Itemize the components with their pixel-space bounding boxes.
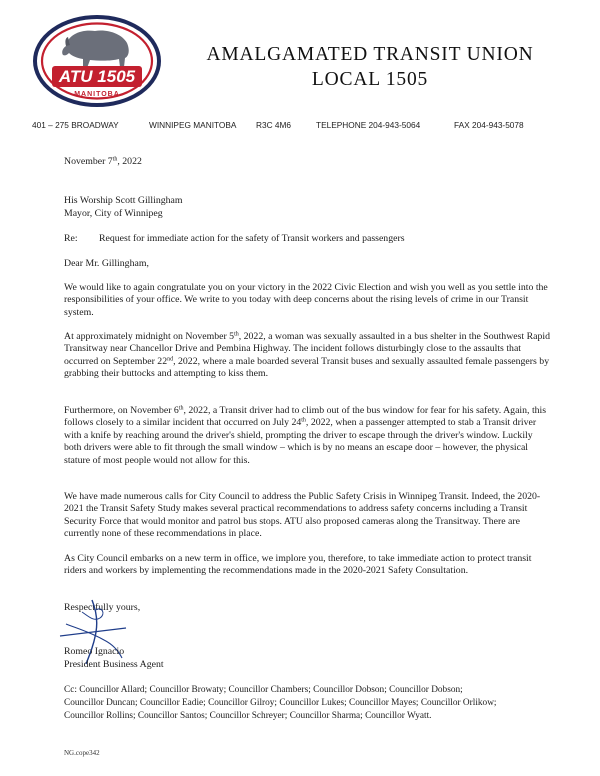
re-label: Re: xyxy=(64,233,78,244)
cc-line-3: Councillor Rollins; Councillor Santos; Councillor Schreyer; Councillor Sharma; Councillor Wyatt. xyxy=(64,711,432,721)
paragraph-driver-incident: Furthermore, on November 6th, 2022, a Transit driver had to climb out of the bus window for fear for his safety. Again, this follows closely to a similar incident that occurred on July 24th, 2022, when a passenger attempted to stab a Transit driver with a knife by reaching around the driver's shield, prompting the driver to escape through the driver's window. Luckily both drivers were able to fit through the small window – which is by no means an escape door – however, the physical stature of most people would not allow for this. xyxy=(64,405,547,466)
closing: Respectfully yours, xyxy=(64,602,141,613)
street-address: 401 – 275 BROADWAY xyxy=(32,120,119,130)
paragraph-safety-study: We have made numerous calls for City Council to address the Public Safety Crisis in Winnipeg Transit. Indeed, the 2020-2021 the Transit Safety Study makes several practical recommendations to address safety concerns including a Transit Security Force that would monitor and patrol bus stops. ATU also proposed cameras along the Transitway. There are currently none of these recommendations in place. xyxy=(64,491,541,540)
atu-logo xyxy=(32,10,162,108)
letter-date: November 7th, 2022 xyxy=(64,156,142,167)
logo-subtext: MANITOBA xyxy=(74,91,120,98)
logo-text: ATU 1505 xyxy=(58,67,136,86)
re-subject: Request for immediate action for the safety of Transit workers and passengers xyxy=(99,233,405,244)
union-name-line2: LOCAL 1505 xyxy=(311,69,429,90)
signer-title: President Business Agent xyxy=(64,659,164,670)
union-name xyxy=(200,42,540,92)
fax: FAX 204-943-5078 xyxy=(454,120,524,130)
cc-line-1: Cc: Councillor Allard; Councillor Browaty; Councillor Chambers; Councillor Dobson; Councillor Dobson; xyxy=(64,685,463,695)
paragraph-assault-incident: At approximately midnight on November 5th, 2022, a woman was sexually assaulted in a bus shelter in the Southwest Rapid Transitway near Chancellor Drive and Pembina Highway. The incident follows disturbingly close to the assaults that occurred on September 22nd, 2022, where a male boarded several Transit buses and sexually assaulted female passengers by grabbing their buttocks and attempting to kiss them. xyxy=(64,331,551,380)
cc-line-2: Councillor Duncan; Councillor Eadie; Councillor Gilroy; Councillor Lukes; Councillor Mayes; Councillor Orlikow; xyxy=(64,698,497,708)
city: WINNIPEG MANITOBA xyxy=(149,120,237,130)
bison-icon xyxy=(32,10,162,108)
telephone: TELEPHONE 204-943-5064 xyxy=(316,120,421,130)
paragraph-request: As City Council embarks on a new term in office, we implore you, therefore, to take immediate action to protect transit riders and workers by implementing the recommendations made in the 2020-2021 Safety Consultation. xyxy=(64,553,532,577)
postal-code: R3C 4M6 xyxy=(256,120,292,130)
recipient-name: His Worship Scott Gillingham xyxy=(64,195,183,206)
paragraph-congratulations: We would like to again congratulate you on your victory in the 2022 Civic Election and wish you well as you settle into the responsibilities of your office. We write to you today with deep concerns about the rising levels of crime in our Transit system. xyxy=(64,282,548,318)
recipient-title: Mayor, City of Winnipeg xyxy=(64,208,163,219)
signer-name: Romeo Ignacio xyxy=(64,646,125,657)
union-name-line1: AMALGAMATED TRANSIT UNION xyxy=(206,44,534,65)
document-code: NG.cope342 xyxy=(64,749,100,757)
salutation: Dear Mr. Gillingham, xyxy=(64,258,149,269)
